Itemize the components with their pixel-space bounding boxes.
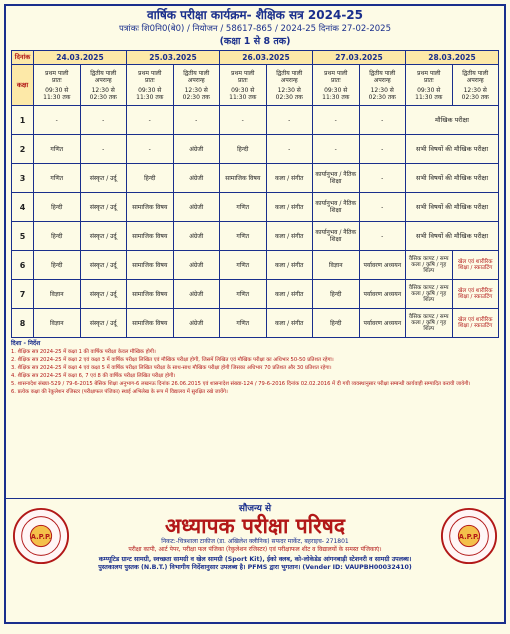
subject-cell: संस्कृत / उर्दू [80, 164, 127, 193]
subject-cell: गणित [34, 135, 81, 164]
shift-time1: 12:30 से [370, 86, 394, 94]
subject-cell: अंग्रेजी [173, 164, 220, 193]
corner-date-label: दिनांक [12, 51, 34, 65]
subject-cell: पर्यावरण अध्ययन [359, 251, 406, 280]
shift-time2: 11:30 तक [136, 93, 164, 101]
oral-exam-cell: सभी विषयों की मौखिक परीक्षा [406, 193, 499, 222]
shift-name: द्वितीय पाली [276, 69, 303, 77]
guidelines [11, 340, 499, 396]
schedule-body [12, 106, 499, 338]
subject-cell: सामाजिक विषय [127, 251, 174, 280]
page-title: वार्षिक परीक्षा कार्यक्रम- शैक्षिक सत्र 2024-25 [146, 8, 364, 22]
shift-name: द्वितीय पाली [462, 69, 489, 77]
shift-time2: 02:30 तक [89, 93, 117, 101]
sponsor-footer [6, 498, 504, 622]
subject-cell: - [266, 106, 313, 135]
subject-cell: कला / संगीत [266, 251, 313, 280]
class-number: 1 [12, 106, 34, 135]
subject-cell: सामाजिक विषय [127, 280, 174, 309]
subject-cell: कला / संगीत [266, 280, 313, 309]
subject-cell: सामाजिक विषय [127, 309, 174, 338]
subject-cell: हिन्दी [34, 251, 81, 280]
guideline-item: 6. प्रत्येक कक्षा की रेकुलेशन रजिस्टर (परीक्षाफल पंजिका) स्थाई अभिलेख के रूप में विद्यालय में सुरक्षित रखे जायेंगे। [11, 389, 228, 395]
second-shift-header [266, 65, 313, 106]
subject-cell: - [359, 222, 406, 251]
shift-sub: प्रातः [237, 76, 248, 84]
reference-line: पत्रांकः शि0नि0(बे0) / नियोजन / 58617-865 / 2024-25 दिनांक 27-02-2025 [119, 24, 391, 34]
class-number: 4 [12, 193, 34, 222]
table-row [12, 193, 499, 222]
document-page [4, 4, 506, 624]
shift-sub: अपरान्ह [466, 76, 484, 84]
subject-cell: - [34, 106, 81, 135]
subject-cell: अंग्रेजी [173, 222, 220, 251]
subject-cell: गणित [220, 193, 267, 222]
subject-cell: - [359, 135, 406, 164]
subject-cell: - [80, 106, 127, 135]
subject-cell: गणित [34, 164, 81, 193]
guideline-item: 3. शैक्षिक सत्र 2024-25 में कक्षा 4 एवं कक्षा 5 में वार्षिक परीक्षा लिखित परीक्षा के साथ-साथ मौखिक परीक्षा होगी जिसका अधिभार 70 प्रतिशत और 30 प्रतिशत रहेगा। [11, 365, 332, 371]
class-number: 3 [12, 164, 34, 193]
subject-cell: कार्यानुभव / नैतिक शिक्षा [313, 222, 360, 251]
subject-cell: कला / संगीत [266, 222, 313, 251]
corner-class-label: कक्षा [12, 65, 34, 106]
subject-cell: - [313, 106, 360, 135]
shift-time2: 02:30 तक [368, 93, 396, 101]
subject-cell: - [80, 135, 127, 164]
subject-cell: हिन्दी [313, 280, 360, 309]
shift-time1: 09:30 से [324, 86, 348, 94]
date-header: 24.03.2025 [34, 51, 127, 65]
shift-name: द्वितीय पाली [90, 69, 117, 77]
first-shift-header [34, 65, 81, 106]
shift-row [12, 65, 499, 106]
table-row [12, 106, 499, 135]
subject-cell: वैसिक कापट / सम्य कला / कृषि / गृह शिल्प [406, 309, 453, 338]
guidelines-heading: दिशा - निर्देश [11, 340, 41, 347]
shift-time1: 12:30 से [91, 86, 115, 94]
second-shift-header [80, 65, 127, 106]
shift-sub: प्रातः [51, 76, 62, 84]
subject-cell: - [220, 106, 267, 135]
oral-exam-cell: सभी विषयों की मौखिक परीक्षा [406, 135, 499, 164]
shift-sub: अपरान्ह [280, 76, 298, 84]
table-row [12, 164, 499, 193]
subject-cell: अंग्रेजी [173, 251, 220, 280]
table-row [12, 135, 499, 164]
svg-text:A.P.P.: A.P.P. [458, 532, 480, 541]
first-shift-header [127, 65, 174, 106]
subject-cell: - [359, 106, 406, 135]
subject-cell: हिन्दी [127, 164, 174, 193]
subject-cell: सामाजिक विषय [127, 222, 174, 251]
sponsor-label: सौजन्य से [238, 504, 272, 514]
services-line: परीक्षा कापी, आर्ट पेपर, परीक्षा फल पंजिका (रेकुलेशन रजिस्टर) एवं परीक्षाफल शीट व विद्यालयों के समस्त पंजिकाएं। [128, 546, 382, 553]
guideline-item: 1. शैक्षिक सत्र 2024-25 में कक्षा 1 की वार्षिक परीक्षा केवल मौखिक होगी। [11, 349, 156, 355]
first-shift-header [220, 65, 267, 106]
subject-cell: गणित [220, 280, 267, 309]
date-header: 27.03.2025 [313, 51, 406, 65]
subject-cell: खेल एवं शारीरिक शिक्षा / स्काउटिंग [452, 309, 499, 338]
shift-name: प्रथम पाली [45, 69, 69, 77]
subject-cell: विज्ञान [34, 309, 81, 338]
shift-time1: 09:30 से [138, 86, 162, 94]
oral-exam-cell: मौखिक परीक्षा [406, 106, 499, 135]
subject-cell: कला / संगीत [266, 164, 313, 193]
subject-cell: कार्यानुभव / नैतिक शिक्षा [313, 193, 360, 222]
header [6, 6, 504, 48]
subject-cell: विज्ञान [313, 251, 360, 280]
guideline-item: 4. शैक्षिक सत्र 2024-25 में कक्षा 6, 7 एवं 8 की वार्षिक परीक्षा लिखित परीक्षा होगी। [11, 373, 176, 379]
subject-cell: - [313, 135, 360, 164]
shift-time1: 12:30 से [463, 86, 487, 94]
svg-text:A.P.P.: A.P.P. [30, 532, 52, 541]
shift-time1: 09:30 से [231, 86, 255, 94]
subject-cell: - [127, 135, 174, 164]
subject-cell: सामाजिक विषय [127, 193, 174, 222]
subject-cell: - [359, 164, 406, 193]
shift-sub: प्रातः [144, 76, 155, 84]
subject-cell: - [173, 106, 220, 135]
shift-sub: प्रातः [423, 76, 434, 84]
subject-cell: हिन्दी [220, 135, 267, 164]
first-shift-header [313, 65, 360, 106]
class-number: 7 [12, 280, 34, 309]
subject-cell: अंग्रेजी [173, 193, 220, 222]
subject-cell: खेल एवं शारीरिक शिक्षा / स्काउटिंग [452, 251, 499, 280]
second-shift-header [359, 65, 406, 106]
subject-cell: संस्कृत / उर्दू [80, 193, 127, 222]
class-number: 5 [12, 222, 34, 251]
subject-cell: पर्यावरण अध्ययन [359, 280, 406, 309]
subject-cell: अंग्रेजी [173, 309, 220, 338]
subject-cell: संस्कृत / उर्दू [80, 222, 127, 251]
subject-cell: - [359, 193, 406, 222]
subject-cell: संस्कृत / उर्दू [80, 309, 127, 338]
shift-sub: प्रातः [330, 76, 341, 84]
second-shift-header [452, 65, 499, 106]
date-header: 26.03.2025 [220, 51, 313, 65]
shift-sub: अपरान्ह [373, 76, 391, 84]
subject-cell: वैसिक कापट / सम्य कला / कृषि / गृह शिल्प [406, 280, 453, 309]
subject-cell: हिन्दी [34, 222, 81, 251]
shift-sub: अपरान्ह [187, 76, 205, 84]
first-shift-header [406, 65, 453, 106]
oral-exam-cell: सभी विषयों की मौखिक परीक्षा [406, 164, 499, 193]
shift-time1: 09:30 से [45, 86, 69, 94]
shift-name: प्रथम पाली [138, 69, 162, 77]
organization-address: निकट:-चित्रशाला टाकीज (डा. अखिलेश क्लीनिक) सफदर मार्केट, बहराइच- 271801 [161, 538, 349, 545]
shift-time1: 12:30 से [184, 86, 208, 94]
date-header: 25.03.2025 [127, 51, 220, 65]
subject-cell: कला / संगीत [266, 309, 313, 338]
subject-cell: पर्यावरण अध्ययन [359, 309, 406, 338]
class-number: 2 [12, 135, 34, 164]
subject-cell: खेल एवं शारीरिक शिक्षा / स्काउटिंग [452, 280, 499, 309]
subject-cell: संस्कृत / उर्दू [80, 251, 127, 280]
goods-line: कम्प्यूटिड ग्रान्ट सामग्री, स्वच्छता सामग्री व खेल सामग्री (Sport Kit), ईको क्लब, को-लोकेडेड आंगनबाड़ी स्टेशनरी व सामग्री उपलब्ध। [98, 556, 412, 563]
subject-cell: - [127, 106, 174, 135]
library-line: पुस्तकालय पुस्तक (N.B.T.) विभागीय निर्देशानुसार उपलब्ध है। PFMS द्वारा भुगतान। (Vender ID: VAUPBH00032410) [98, 564, 412, 571]
seal-logo-right [440, 507, 498, 565]
subject-cell: अंग्रेजी [173, 135, 220, 164]
subject-cell: - [266, 135, 313, 164]
shift-time2: 11:30 तक [415, 93, 443, 101]
shift-name: द्वितीय पाली [183, 69, 210, 77]
subject-cell: विज्ञान [34, 280, 81, 309]
subject-cell: गणित [220, 222, 267, 251]
table-row [12, 251, 499, 280]
subject-cell: अंग्रेजी [173, 280, 220, 309]
shift-time1: 12:30 से [277, 86, 301, 94]
shift-time2: 02:30 तक [461, 93, 489, 101]
subject-cell: गणित [220, 251, 267, 280]
table-row [12, 222, 499, 251]
exam-schedule-table [11, 50, 499, 338]
subject-cell: संस्कृत / उर्दू [80, 280, 127, 309]
subject-cell: कार्यानुभव / नैतिक शिक्षा [313, 164, 360, 193]
subject-cell: गणित [220, 309, 267, 338]
subject-cell: कला / संगीत [266, 193, 313, 222]
shift-name: प्रथम पाली [324, 69, 348, 77]
shift-time2: 11:30 तक [229, 93, 257, 101]
shift-time2: 11:30 तक [43, 93, 71, 101]
date-header: 28.03.2025 [406, 51, 499, 65]
subject-cell: हिन्दी [34, 193, 81, 222]
table-row [12, 280, 499, 309]
class-range: (कक्षा 1 से 8 तक) [219, 36, 291, 47]
organization-name: अध्यापक परीक्षा परिषद [165, 514, 345, 538]
shift-time2: 02:30 तक [275, 93, 303, 101]
shift-name: प्रथम पाली [417, 69, 441, 77]
subject-cell: हिन्दी [313, 309, 360, 338]
class-number: 6 [12, 251, 34, 280]
subject-cell: वैसिक कापट / सम्य कला / कृषि / गृह शिल्प [406, 251, 453, 280]
oral-exam-cell: सभी विषयों की मौखिक परीक्षा [406, 222, 499, 251]
subject-cell: सामाजिक विषय [220, 164, 267, 193]
shift-name: प्रथम पाली [231, 69, 255, 77]
shift-time2: 11:30 तक [322, 93, 350, 101]
guideline-item: 2. शैक्षिक सत्र 2024-25 में कक्षा 2 एवं कक्षा 3 में वार्षिक परीक्षा लिखित एवं मौखिक परीक्षा होगी, जिसमें लिखित एवं मौखिक परीक्षा का अधिभार 50-50 प्रतिशत रहेगा। [11, 357, 334, 363]
shift-time2: 02:30 तक [182, 93, 210, 101]
shift-sub: अपरान्ह [94, 76, 112, 84]
class-number: 8 [12, 309, 34, 338]
table-row [12, 309, 499, 338]
shift-time1: 09:30 से [417, 86, 441, 94]
seal-logo-left [12, 507, 70, 565]
guideline-item: 5. शासनादेश संख्या-529 / 79-6-2015 बेसिक शिक्षा अनुभाग-6 लखनऊ दिनांक 26.06.2015 एवं शासनादेश संख्या-124 / 79-6-2016 दिनांक 02.02.2016 में दी गयी व्यवस्थानुसार परीक्षा सम्बन्धी कार्यवाही सम्पादित करायी जायेगी। [11, 381, 471, 387]
second-shift-header [173, 65, 220, 106]
shift-name: द्वितीय पाली [369, 69, 396, 77]
